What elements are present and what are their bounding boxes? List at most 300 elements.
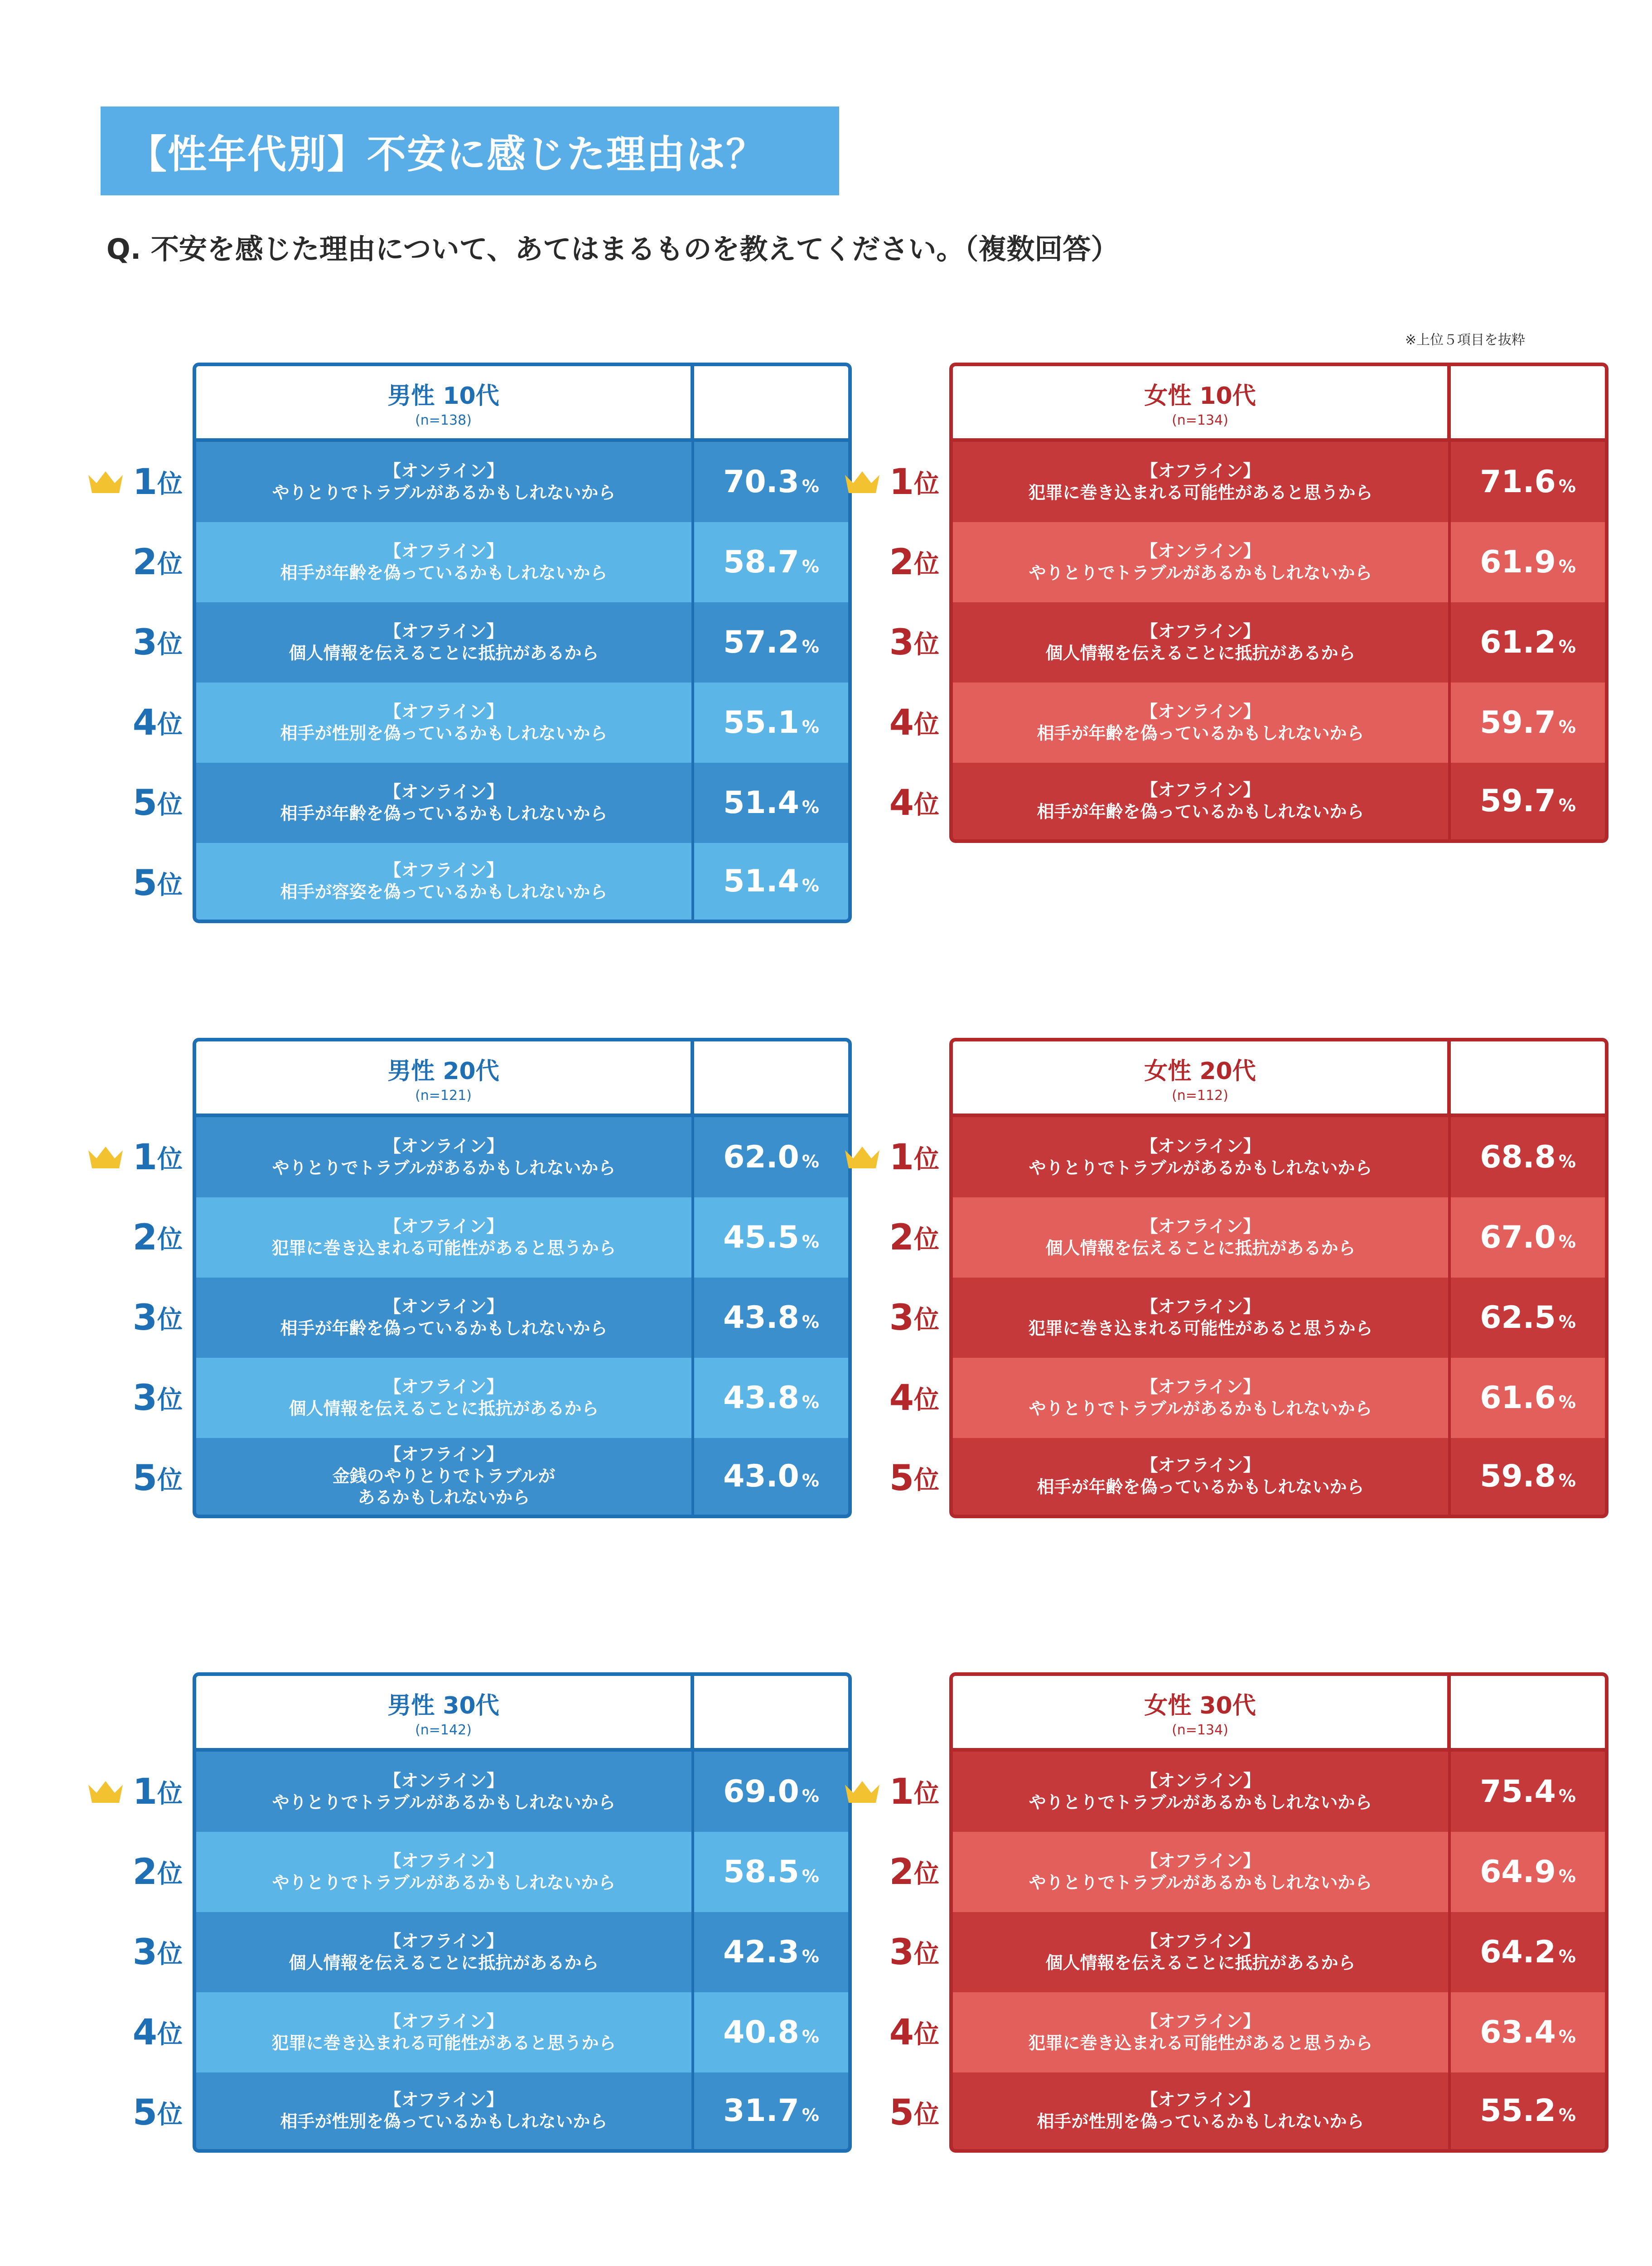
rank-number: 5 <box>132 2092 157 2133</box>
reason-cell <box>193 1117 852 1197</box>
sample-size: (n=142) <box>415 1722 472 1738</box>
sample-size: (n=112) <box>1172 1087 1228 1104</box>
value-number: 61.9 <box>1480 544 1556 580</box>
percentage-value <box>1448 1912 1605 1992</box>
rank-suffix: 位 <box>914 1305 939 1335</box>
rank-label <box>86 522 193 602</box>
reason-text-line: 【オンライン】 <box>384 461 504 481</box>
reason-text-line: 【オフライン】 <box>1140 1297 1261 1317</box>
sample-size: (n=138) <box>415 412 472 428</box>
reason-text <box>953 683 1448 763</box>
reason-text <box>953 2072 1448 2149</box>
reason-text-line: 相手が年齢を偽っているかもしれないから <box>1037 1477 1364 1497</box>
table-row <box>843 1117 1613 1197</box>
table-row <box>86 1117 856 1197</box>
percent-sign: % <box>802 717 819 737</box>
rank-number: 4 <box>889 2012 914 2053</box>
percent-sign: % <box>1558 1312 1576 1332</box>
rank-label <box>86 1438 193 1518</box>
table-row <box>843 1752 1613 1832</box>
rank-number: 4 <box>132 2012 157 2053</box>
value-number: 64.2 <box>1480 1934 1556 1970</box>
reason-cell <box>193 1752 852 1832</box>
percent-sign: % <box>1558 556 1576 576</box>
reason-text-line: 犯罪に巻き込まれる可能性があると思うから <box>1028 2033 1373 2053</box>
reason-text <box>196 522 691 602</box>
rank-number: 2 <box>132 1851 157 1893</box>
rank-suffix: 位 <box>914 549 939 579</box>
rank-number: 1 <box>132 1137 157 1178</box>
reason-text-line: 【オフライン】 <box>1140 1216 1261 1236</box>
rank-label <box>843 1912 949 1992</box>
percent-sign: % <box>1558 1231 1576 1252</box>
reason-text <box>953 602 1448 683</box>
crown-icon <box>843 469 881 496</box>
reason-text-line: 犯罪に巻き込まれる可能性があると思うから <box>271 1238 616 1258</box>
reason-text <box>196 1832 691 1912</box>
reason-text-line: 【オフライン】 <box>384 860 504 880</box>
rank-number: 2 <box>132 542 157 583</box>
reason-cell <box>193 763 852 843</box>
table-header-value-cell <box>691 366 848 438</box>
value-number: 55.2 <box>1480 2093 1556 2129</box>
reason-cell <box>949 1992 1609 2072</box>
percent-sign: % <box>1558 1946 1576 1966</box>
reason-text-line: やりとりでトラブルがあるかもしれないから <box>1029 562 1372 583</box>
value-number: 62.0 <box>723 1139 799 1175</box>
percent-sign: % <box>802 1946 819 1966</box>
reason-text <box>196 683 691 763</box>
rank-suffix: 位 <box>157 1225 183 1254</box>
percentage-value <box>691 1197 848 1278</box>
rank-suffix: 位 <box>157 1779 183 1809</box>
rank-label <box>86 1912 193 1992</box>
reason-text-line: 【オフライン】 <box>1140 461 1261 481</box>
percentage-value <box>1448 1278 1605 1358</box>
reason-cell <box>193 1358 852 1438</box>
table-row <box>843 1438 1613 1518</box>
table-header-label <box>196 366 691 438</box>
table-header <box>949 1038 1609 1117</box>
rank-suffix: 位 <box>157 549 183 579</box>
reason-text <box>196 2072 691 2149</box>
value-number: 75.4 <box>1480 1774 1556 1810</box>
percentage-value <box>1448 442 1605 522</box>
reason-text <box>953 1117 1448 1197</box>
group-label: 女性 10代 <box>1144 382 1256 410</box>
reason-text <box>196 1278 691 1358</box>
reason-text-line: 【オフライン】 <box>384 1931 504 1951</box>
reason-text-line: 相手が性別を偽っているかもしれないから <box>1037 2111 1364 2131</box>
percent-sign: % <box>1558 1786 1576 1806</box>
reason-text-line: 【オフライン】 <box>384 1216 504 1236</box>
rank-number: 4 <box>889 1377 914 1419</box>
reason-text-line: 相手が年齢を偽っているかもしれないから <box>280 803 608 823</box>
percent-sign: % <box>1558 2105 1576 2125</box>
percentage-value <box>691 1832 848 1912</box>
value-number: 61.6 <box>1480 1380 1556 1416</box>
reason-text-line: 【オフライン】 <box>384 1444 504 1465</box>
table-header <box>193 1038 852 1117</box>
percentage-value <box>691 1992 848 2072</box>
reason-text <box>196 763 691 843</box>
reason-text-line: やりとりでトラブルがあるかもしれないから <box>1029 1157 1372 1178</box>
rank-number: 4 <box>132 702 157 743</box>
percentage-value <box>1448 522 1605 602</box>
rank-label <box>86 683 193 763</box>
table-header <box>193 1672 852 1752</box>
reason-text-line: 【オフライン】 <box>384 1851 504 1871</box>
rank-number: 3 <box>889 1297 914 1338</box>
sample-size: (n=121) <box>415 1087 472 1104</box>
rank-number: 3 <box>889 622 914 663</box>
reason-text-line: 個人情報を伝えることに抵抗があるから <box>289 1398 599 1419</box>
rank-label <box>843 1752 949 1832</box>
reason-text-line: やりとりでトラブルがあるかもしれないから <box>272 1872 616 1893</box>
rank-number: 3 <box>132 622 157 663</box>
rank-suffix: 位 <box>157 2019 183 2049</box>
reason-text <box>196 1117 691 1197</box>
rank-suffix: 位 <box>157 1385 183 1415</box>
rank-label <box>86 763 193 843</box>
rank-number: 3 <box>132 1297 157 1338</box>
table-row <box>843 602 1613 683</box>
reason-cell <box>193 843 852 923</box>
reason-text-line: やりとりでトラブルがあるかもしれないから <box>1029 1872 1372 1893</box>
rank-suffix: 位 <box>914 1144 939 1174</box>
rank-number: 3 <box>132 1932 157 1973</box>
rank-number: 1 <box>889 1771 914 1812</box>
reason-text-line: 相手が性別を偽っているかもしれないから <box>280 723 608 743</box>
rank-suffix: 位 <box>914 1859 939 1889</box>
reason-cell <box>949 522 1609 602</box>
rank-label <box>86 442 193 522</box>
table-header <box>193 363 852 442</box>
rank-label <box>86 1278 193 1358</box>
reason-text-line: 金銭のやりとりでトラブルが <box>332 1466 555 1486</box>
percentage-value <box>1448 763 1605 839</box>
table-header <box>949 1672 1609 1752</box>
reason-text-line: 個人情報を伝えることに抵抗があるから <box>1045 643 1356 663</box>
rank-suffix: 位 <box>157 629 183 659</box>
rank-number: 5 <box>132 1457 157 1499</box>
reason-text <box>953 442 1448 522</box>
value-number: 59.8 <box>1480 1458 1556 1494</box>
reason-cell <box>193 1992 852 2072</box>
rank-label <box>86 1117 193 1197</box>
top-note: ※上位５項目を抜粋 <box>1405 332 1525 348</box>
rank-suffix: 位 <box>914 2019 939 2049</box>
value-number: 68.8 <box>1480 1139 1556 1175</box>
group-label: 男性 20代 <box>387 1057 499 1085</box>
reason-text-line: 【オンライン】 <box>384 1297 504 1317</box>
value-number: 45.5 <box>723 1220 799 1255</box>
table-row <box>843 1992 1613 2072</box>
percent-sign: % <box>802 875 819 896</box>
reason-text <box>196 843 691 920</box>
table-row <box>86 1438 856 1518</box>
reason-text-line: 相手が年齢を偽っているかもしれないから <box>280 562 608 583</box>
percent-sign: % <box>1558 1392 1576 1412</box>
female-ranking-table <box>843 363 1613 843</box>
sample-size: (n=134) <box>1172 412 1228 428</box>
rank-suffix: 位 <box>914 1939 939 1969</box>
reason-text-line: 【オフライン】 <box>1140 780 1261 800</box>
reason-cell <box>949 1438 1609 1518</box>
reason-cell <box>949 1117 1609 1197</box>
table-row <box>843 683 1613 763</box>
reason-text-line: 犯罪に巻き込まれる可能性があると思うから <box>271 2033 616 2053</box>
rank-number: 5 <box>132 862 157 904</box>
reason-text-line: 【オフライン】 <box>384 541 504 561</box>
rank-label <box>86 1358 193 1438</box>
rank-suffix: 位 <box>157 1305 183 1335</box>
reason-cell <box>193 1912 852 1992</box>
percent-sign: % <box>1558 476 1576 496</box>
reason-cell <box>949 1278 1609 1358</box>
percent-sign: % <box>802 476 819 496</box>
reason-text <box>953 1197 1448 1278</box>
reason-cell <box>193 683 852 763</box>
rank-label <box>843 1278 949 1358</box>
percent-sign: % <box>1558 1151 1576 1172</box>
percent-sign: % <box>802 556 819 576</box>
female-ranking-table <box>843 1038 1613 1518</box>
value-number: 69.0 <box>723 1774 799 1810</box>
percentage-value <box>691 763 848 843</box>
reason-text-line: やりとりでトラブルがあるかもしれないから <box>272 482 616 503</box>
rank-suffix: 位 <box>914 710 939 740</box>
table-row <box>86 1992 856 2072</box>
table-row <box>843 1278 1613 1358</box>
table-row <box>86 1278 856 1358</box>
reason-text-line: 【オフライン】 <box>384 621 504 641</box>
percentage-value <box>691 1358 848 1438</box>
percent-sign: % <box>1558 2026 1576 2047</box>
percentage-value <box>691 602 848 683</box>
table-row <box>86 442 856 522</box>
rank-number: 5 <box>889 2092 914 2133</box>
reason-text-line: 【オンライン】 <box>384 1771 504 1791</box>
percent-sign: % <box>802 1786 819 1806</box>
male-ranking-table <box>86 363 856 923</box>
reason-cell <box>949 1358 1609 1438</box>
rank-suffix: 位 <box>157 1939 183 1969</box>
percentage-value <box>691 1278 848 1358</box>
reason-text-line: 個人情報を伝えることに抵抗があるから <box>1045 1952 1356 1973</box>
table-row <box>86 1197 856 1278</box>
table-row <box>843 522 1613 602</box>
value-number: 71.6 <box>1480 464 1556 500</box>
reason-cell <box>949 683 1609 763</box>
reason-text-line: 相手が性別を偽っているかもしれないから <box>280 2111 608 2131</box>
reason-cell <box>193 602 852 683</box>
reason-text-line: 【オフライン】 <box>384 2011 504 2031</box>
rank-number: 2 <box>132 1217 157 1258</box>
table-header-label <box>953 366 1447 438</box>
rank-label <box>843 1438 949 1518</box>
rank-suffix: 位 <box>914 1779 939 1809</box>
rank-label <box>86 2072 193 2153</box>
rank-label <box>843 2072 949 2153</box>
reason-text <box>196 1912 691 1992</box>
rank-suffix: 位 <box>157 469 183 499</box>
reason-text <box>196 1752 691 1832</box>
reason-text-line: 個人情報を伝えることに抵抗があるから <box>1045 1238 1356 1258</box>
reason-text-line: 【オンライン】 <box>384 1136 504 1156</box>
group-label: 男性 10代 <box>387 382 499 410</box>
crown-icon <box>87 1778 125 1806</box>
reason-text-line: 相手が容姿を偽っているかもしれないから <box>280 881 608 902</box>
table-header-label <box>953 1041 1447 1114</box>
reason-text-line: 【オンライン】 <box>1140 1136 1261 1156</box>
percent-sign: % <box>802 1392 819 1412</box>
percent-sign: % <box>1558 795 1576 815</box>
rank-label <box>843 1992 949 2072</box>
reason-text-line: 個人情報を伝えることに抵抗があるから <box>289 1952 599 1973</box>
table-row <box>86 2072 856 2153</box>
reason-text-line: あるかもしれないから <box>357 1487 530 1508</box>
reason-text-line: 【オンライン】 <box>1140 541 1261 561</box>
value-number: 58.7 <box>723 544 799 580</box>
value-number: 57.2 <box>723 625 799 660</box>
rank-number: 5 <box>132 782 157 823</box>
percentage-value <box>1448 1832 1605 1912</box>
rank-number: 4 <box>889 702 914 743</box>
reason-text-line: 【オフライン】 <box>1140 2011 1261 2031</box>
reason-text <box>196 602 691 683</box>
percent-sign: % <box>802 2105 819 2125</box>
percent-sign: % <box>802 2026 819 2047</box>
reason-text <box>196 442 691 522</box>
rank-number: 1 <box>132 461 157 503</box>
percent-sign: % <box>802 1151 819 1172</box>
table-header-value-cell <box>691 1676 848 1748</box>
rank-number: 1 <box>889 461 914 503</box>
table-row <box>843 1832 1613 1912</box>
reason-text <box>953 1832 1448 1912</box>
table-row <box>86 522 856 602</box>
percentage-value <box>691 522 848 602</box>
percentage-value <box>1448 1752 1605 1832</box>
reason-text-line: 犯罪に巻き込まれる可能性があると思うから <box>1028 482 1373 503</box>
value-number: 70.3 <box>723 464 799 500</box>
reason-text-line: やりとりでトラブルがあるかもしれないから <box>272 1157 616 1178</box>
reason-text <box>953 1278 1448 1358</box>
reason-text <box>953 1752 1448 1832</box>
reason-text-line: 相手が年齢を偽っているかもしれないから <box>1037 723 1364 743</box>
table-row <box>843 763 1613 843</box>
percent-sign: % <box>802 1470 819 1491</box>
reason-text-line: 【オンライン】 <box>1140 702 1261 721</box>
reason-cell <box>949 1752 1609 1832</box>
rank-suffix: 位 <box>914 469 939 499</box>
reason-text <box>953 1438 1448 1515</box>
rank-label <box>86 1832 193 1912</box>
rank-suffix: 位 <box>914 629 939 659</box>
reason-cell <box>193 442 852 522</box>
percentage-value <box>691 442 848 522</box>
rank-label <box>86 1197 193 1278</box>
reason-cell <box>193 2072 852 2153</box>
value-number: 43.0 <box>723 1458 799 1494</box>
question-text: Q. 不安を感じた理由について、あてはまるものを教えてください。（複数回答） <box>106 232 1119 266</box>
table-header-label <box>953 1676 1447 1748</box>
percentage-value <box>1448 1197 1605 1278</box>
percentage-value <box>691 843 848 920</box>
percentage-value <box>1448 1117 1605 1197</box>
table-header-value-cell <box>1447 1676 1605 1748</box>
reason-cell <box>949 602 1609 683</box>
reason-text <box>953 1912 1448 1992</box>
table-header <box>949 363 1609 442</box>
percent-sign: % <box>802 797 819 817</box>
rank-number: 3 <box>889 1932 914 1973</box>
reason-text-line: 【オフライン】 <box>1140 1377 1261 1397</box>
rank-number: 5 <box>889 1457 914 1499</box>
reason-text-line: 相手が年齢を偽っているかもしれないから <box>1037 801 1364 822</box>
value-number: 58.5 <box>723 1854 799 1890</box>
crown-icon <box>843 1144 881 1171</box>
value-number: 43.8 <box>723 1300 799 1336</box>
rank-suffix: 位 <box>157 1144 183 1174</box>
table-row <box>843 1912 1613 1992</box>
reason-text-line: 個人情報を伝えることに抵抗があるから <box>289 643 599 663</box>
reason-text-line: 【オフライン】 <box>1140 621 1261 641</box>
table-row <box>86 602 856 683</box>
value-number: 40.8 <box>723 2014 799 2050</box>
rank-number: 2 <box>889 542 914 583</box>
male-ranking-table <box>86 1038 856 1518</box>
rank-label <box>843 1117 949 1197</box>
percent-sign: % <box>1558 1866 1576 1886</box>
reason-cell <box>193 1197 852 1278</box>
table-row <box>86 1752 856 1832</box>
table-row <box>86 1832 856 1912</box>
rank-suffix: 位 <box>157 2100 183 2130</box>
reason-text-line: 【オフライン】 <box>384 1377 504 1397</box>
value-number: 51.4 <box>723 863 799 899</box>
percentage-value <box>691 683 848 763</box>
table-header-label <box>196 1676 691 1748</box>
table-row <box>86 763 856 843</box>
reason-text-line: やりとりでトラブルがあるかもしれないから <box>1029 1792 1372 1812</box>
rank-label <box>86 1752 193 1832</box>
value-number: 64.9 <box>1480 1854 1556 1890</box>
percentage-value <box>691 2072 848 2149</box>
reason-text-line: やりとりでトラブルがあるかもしれないから <box>1029 1398 1372 1419</box>
percent-sign: % <box>802 1312 819 1332</box>
percent-sign: % <box>802 636 819 657</box>
value-number: 63.4 <box>1480 2014 1556 2050</box>
reason-text-line: 【オンライン】 <box>1140 1771 1261 1791</box>
rank-suffix: 位 <box>157 710 183 740</box>
group-label: 女性 30代 <box>1144 1692 1256 1719</box>
reason-text-line: 【オフライン】 <box>1140 1931 1261 1951</box>
value-number: 59.7 <box>1480 783 1556 819</box>
reason-cell <box>949 1912 1609 1992</box>
percentage-value <box>1448 1438 1605 1515</box>
reason-text <box>196 1992 691 2072</box>
female-ranking-table <box>843 1672 1613 2153</box>
reason-cell <box>949 2072 1609 2153</box>
reason-text <box>196 1358 691 1438</box>
value-number: 51.4 <box>723 785 799 821</box>
rank-suffix: 位 <box>157 1465 183 1495</box>
reason-text-line: やりとりでトラブルがあるかもしれないから <box>272 1792 616 1812</box>
table-header-value-cell <box>1447 1041 1605 1114</box>
table-row <box>86 843 856 923</box>
